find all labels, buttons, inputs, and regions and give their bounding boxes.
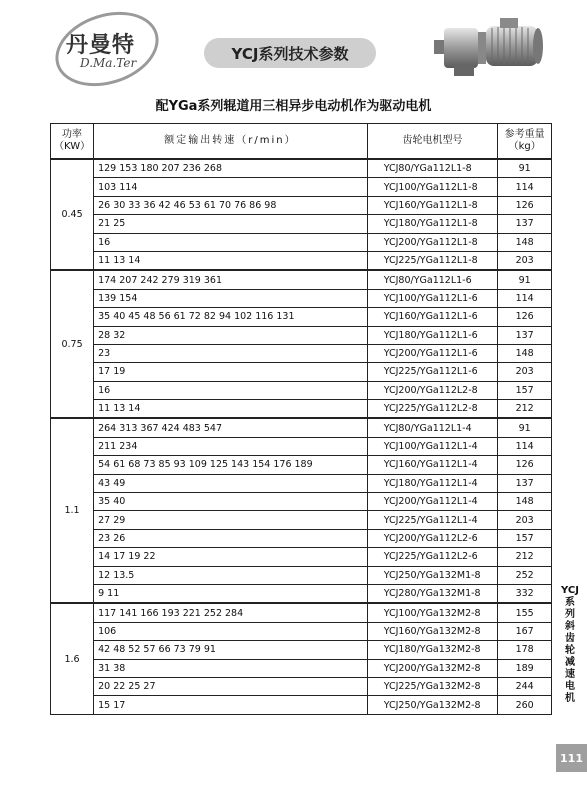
- speed-cell: 16: [94, 233, 368, 251]
- model-cell: YCJ250/YGa132M1-8: [367, 566, 498, 584]
- weight-cell: 203: [498, 251, 552, 270]
- model-cell: YCJ160/YGa112L1-8: [367, 196, 498, 214]
- model-cell: YCJ200/YGa112L2-6: [367, 529, 498, 547]
- power-header-label: 功率: [62, 129, 83, 140]
- speed-cell: 129 153 180 207 236 268: [94, 159, 368, 178]
- speed-cell: 23: [94, 344, 368, 362]
- speed-cell: 174 207 242 279 319 361: [94, 270, 368, 289]
- speed-cell: 31 38: [94, 659, 368, 677]
- page-number: 111: [556, 744, 587, 772]
- side-label-char: 系: [565, 597, 575, 608]
- speed-cell: 11 13 14: [94, 251, 368, 270]
- speed-cell: 17 19: [94, 363, 368, 381]
- weight-cell: 178: [498, 641, 552, 659]
- speed-cell: 21 25: [94, 215, 368, 233]
- speed-cell: 42 48 52 57 66 73 79 91: [94, 641, 368, 659]
- weight-cell: 126: [498, 456, 552, 474]
- model-cell: YCJ225/YGa112L2-6: [367, 548, 498, 566]
- power-cell: 0.75: [51, 270, 94, 418]
- table-row: [51, 363, 552, 381]
- speed-cell: 35 40 45 48 56 61 72 82 94 102 116 131: [94, 308, 368, 326]
- model-cell: YCJ250/YGa132M2-8: [367, 696, 498, 714]
- table-row: [51, 659, 552, 677]
- speed-cell: 15 17: [94, 696, 368, 714]
- weight-cell: 212: [498, 548, 552, 566]
- technical-parameters-table: [50, 123, 552, 715]
- speed-cell: 16: [94, 381, 368, 399]
- weight-cell: 91: [498, 418, 552, 437]
- model-cell: YCJ100/YGa112L1-8: [367, 178, 498, 196]
- model-cell: YCJ180/YGa132M2-8: [367, 641, 498, 659]
- model-cell: YCJ225/YGa112L1-4: [367, 511, 498, 529]
- model-cell: YCJ225/YGa112L1-6: [367, 363, 498, 381]
- table-row: [51, 437, 552, 455]
- weight-cell: 157: [498, 529, 552, 547]
- model-cell: YCJ225/YGa132M2-8: [367, 677, 498, 695]
- table-row: [51, 400, 552, 419]
- model-cell: YCJ180/YGa112L1-6: [367, 326, 498, 344]
- table-header-row: [51, 124, 552, 160]
- table-row: [51, 215, 552, 233]
- speed-cell: 117 141 166 193 221 252 284: [94, 603, 368, 622]
- model-cell: YCJ160/YGa112L1-6: [367, 308, 498, 326]
- table-row: [51, 159, 552, 178]
- model-cell: YCJ100/YGa132M2-8: [367, 603, 498, 622]
- model-cell: YCJ100/YGa112L1-6: [367, 289, 498, 307]
- table-row: [51, 308, 552, 326]
- side-series-label: [560, 585, 580, 705]
- speed-cell: 12 13.5: [94, 566, 368, 584]
- weight-cell: 137: [498, 215, 552, 233]
- weight-cell: 148: [498, 344, 552, 362]
- power-header: [51, 124, 94, 160]
- speed-cell: 11 13 14: [94, 400, 368, 419]
- weight-cell: 114: [498, 289, 552, 307]
- model-cell: YCJ160/YGa112L1-4: [367, 456, 498, 474]
- table-row: [51, 511, 552, 529]
- side-label-char: 齿: [565, 633, 575, 644]
- table-row: [51, 270, 552, 289]
- table-row: [51, 584, 552, 603]
- speed-cell: 103 114: [94, 178, 368, 196]
- power-cell: 0.45: [51, 159, 94, 270]
- weight-cell: 157: [498, 381, 552, 399]
- weight-cell: 260: [498, 696, 552, 714]
- speed-cell: 26 30 33 36 42 46 53 61 70 76 86 98: [94, 196, 368, 214]
- model-cell: YCJ80/YGa112L1-8: [367, 159, 498, 178]
- power-header-unit: （KW）: [54, 141, 91, 152]
- speed-header: 额定输出转速（r/min）: [94, 124, 368, 160]
- weight-cell: 126: [498, 196, 552, 214]
- side-label-char: 减: [565, 657, 575, 668]
- table-row: [51, 418, 552, 437]
- table-row: [51, 251, 552, 270]
- weight-cell: 137: [498, 326, 552, 344]
- page-title: YCJ系列技术参数: [204, 38, 376, 68]
- weight-cell: 148: [498, 493, 552, 511]
- table-row: [51, 456, 552, 474]
- speed-cell: 264 313 367 424 483 547: [94, 418, 368, 437]
- model-cell: YCJ225/YGa112L1-8: [367, 251, 498, 270]
- weight-cell: 167: [498, 622, 552, 640]
- weight-cell: 155: [498, 603, 552, 622]
- model-header: 齿轮电机型号: [367, 124, 498, 160]
- model-cell: YCJ180/YGa112L1-8: [367, 215, 498, 233]
- gear-motor-image: [430, 14, 548, 82]
- table-row: [51, 677, 552, 695]
- logo-english-text: D.Ma.Ter: [80, 56, 137, 70]
- table-row: [51, 603, 552, 622]
- table-row: [51, 196, 552, 214]
- weight-cell: 203: [498, 363, 552, 381]
- side-label-char: 速: [565, 669, 575, 680]
- model-cell: YCJ180/YGa112L1-4: [367, 474, 498, 492]
- speed-cell: 27 29: [94, 511, 368, 529]
- table-body: [51, 159, 552, 714]
- speed-cell: 139 154: [94, 289, 368, 307]
- table-row: [51, 474, 552, 492]
- table-subtitle: 配YGa系列辊道用三相异步电动机作为驱动电机: [155, 99, 432, 114]
- model-cell: YCJ80/YGa112L1-4: [367, 418, 498, 437]
- weight-cell: 332: [498, 584, 552, 603]
- table-row: [51, 344, 552, 362]
- table-row: [51, 548, 552, 566]
- weight-cell: 212: [498, 400, 552, 419]
- model-cell: YCJ160/YGa132M2-8: [367, 622, 498, 640]
- table-row: [51, 566, 552, 584]
- table-row: [51, 622, 552, 640]
- table-row: [51, 326, 552, 344]
- model-cell: YCJ200/YGa112L1-8: [367, 233, 498, 251]
- model-cell: YCJ200/YGa112L1-4: [367, 493, 498, 511]
- weight-cell: 189: [498, 659, 552, 677]
- speed-cell: 106: [94, 622, 368, 640]
- speed-cell: 20 22 25 27: [94, 677, 368, 695]
- weight-cell: 137: [498, 474, 552, 492]
- model-cell: YCJ225/YGa112L2-8: [367, 400, 498, 419]
- table-row: [51, 529, 552, 547]
- side-label-char: 轮: [565, 645, 575, 656]
- power-cell: 1.1: [51, 418, 94, 603]
- model-cell: YCJ280/YGa132M1-8: [367, 584, 498, 603]
- table-row: [51, 233, 552, 251]
- weight-header: [498, 124, 552, 160]
- speed-cell: 14 17 19 22: [94, 548, 368, 566]
- speed-cell: 211 234: [94, 437, 368, 455]
- table-row: [51, 696, 552, 714]
- weight-cell: 203: [498, 511, 552, 529]
- table-row: [51, 289, 552, 307]
- logo-chinese-text: 丹曼特: [66, 33, 136, 58]
- weight-cell: 114: [498, 178, 552, 196]
- speed-cell: 54 61 68 73 85 93 109 125 143 154 176 189: [94, 456, 368, 474]
- side-label-char: 电: [565, 681, 575, 692]
- model-cell: YCJ80/YGa112L1-6: [367, 270, 498, 289]
- weight-cell: 244: [498, 677, 552, 695]
- speed-cell: 35 40: [94, 493, 368, 511]
- weight-header-unit: （kg）: [508, 141, 541, 152]
- model-cell: YCJ200/YGa112L1-6: [367, 344, 498, 362]
- side-label-char: 机: [565, 693, 575, 704]
- weight-header-label: 参考重量: [504, 129, 545, 140]
- weight-cell: 148: [498, 233, 552, 251]
- power-cell: 1.6: [51, 603, 94, 714]
- model-cell: YCJ100/YGa112L1-4: [367, 437, 498, 455]
- weight-cell: 126: [498, 308, 552, 326]
- table-row: [51, 178, 552, 196]
- speed-cell: 23 26: [94, 529, 368, 547]
- speed-cell: 9 11: [94, 584, 368, 603]
- weight-cell: 252: [498, 566, 552, 584]
- table-row: [51, 381, 552, 399]
- table-row: [51, 493, 552, 511]
- weight-cell: 114: [498, 437, 552, 455]
- side-label-char: YCJ: [561, 585, 579, 596]
- speed-cell: 43 49: [94, 474, 368, 492]
- side-label-char: 列: [565, 609, 575, 620]
- speed-cell: 28 32: [94, 326, 368, 344]
- weight-cell: 91: [498, 159, 552, 178]
- side-label-char: 斜: [565, 621, 575, 632]
- model-cell: YCJ200/YGa132M2-8: [367, 659, 498, 677]
- model-cell: YCJ200/YGa112L2-8: [367, 381, 498, 399]
- weight-cell: 91: [498, 270, 552, 289]
- brand-logo: [52, 12, 162, 84]
- table-row: [51, 641, 552, 659]
